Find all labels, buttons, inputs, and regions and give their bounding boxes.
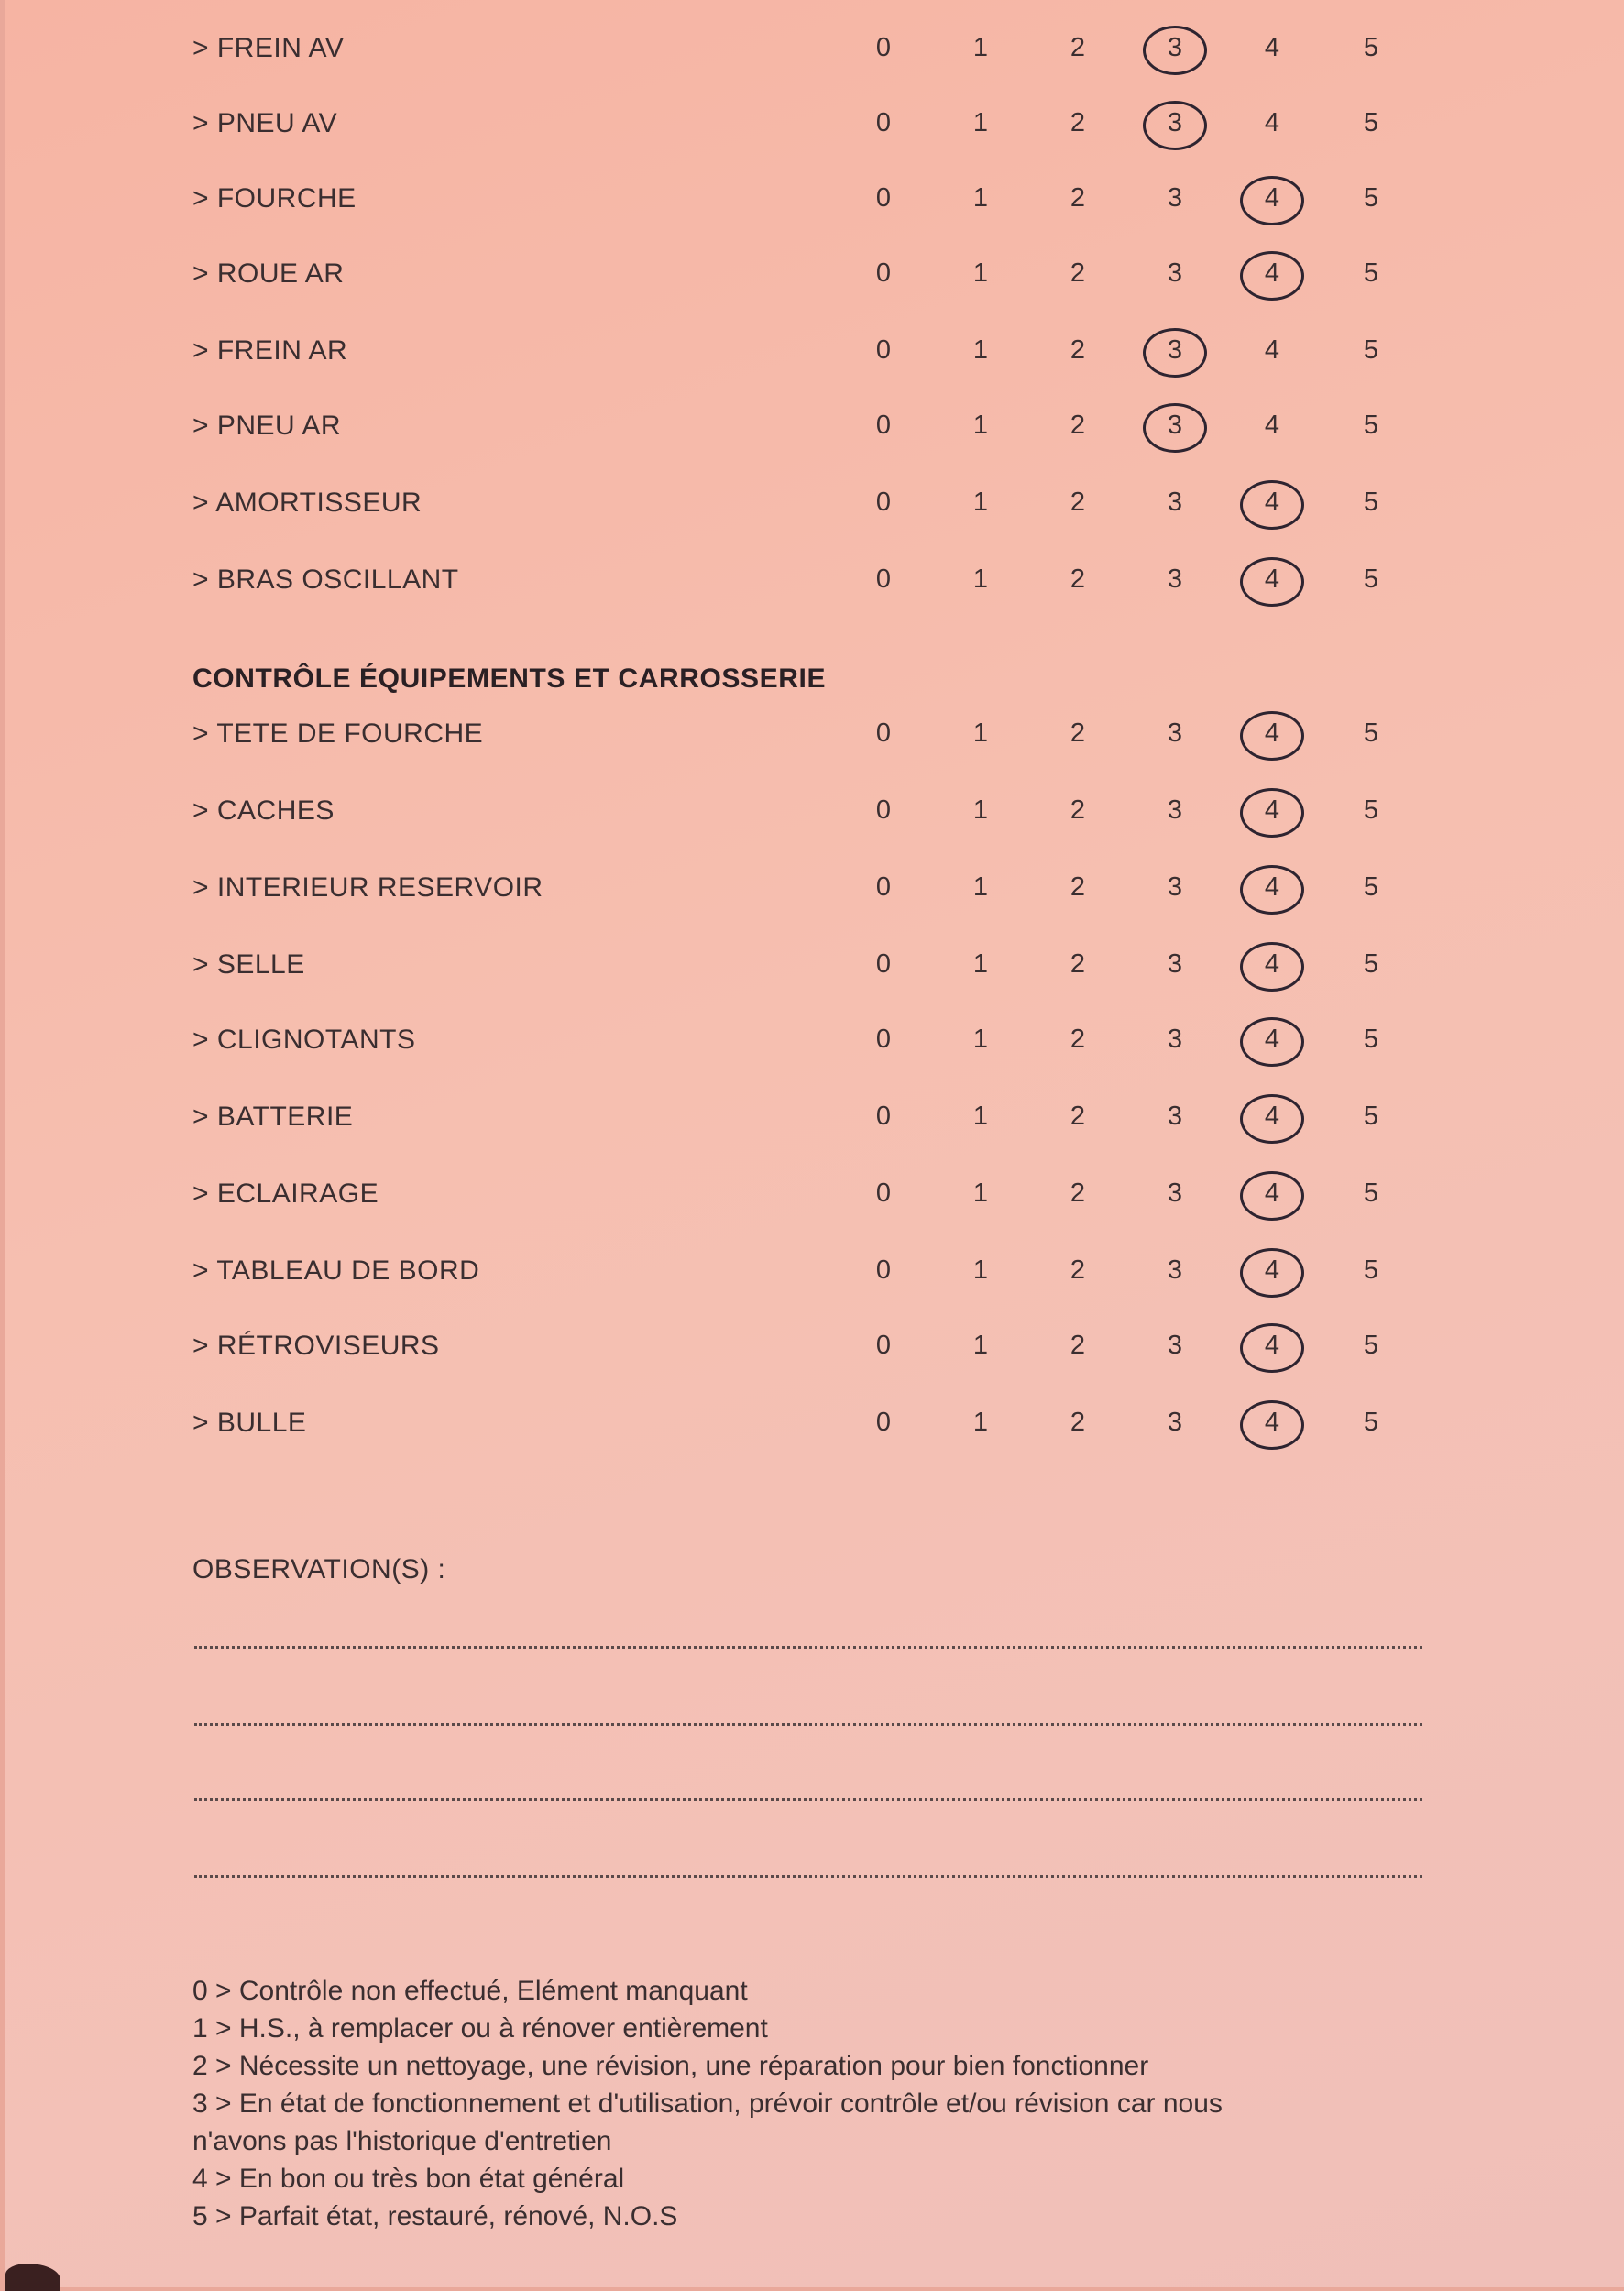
score-option-3[interactable]: 3 [1167, 1102, 1183, 1131]
score-option-3[interactable]: 3 [1167, 1331, 1183, 1360]
score-option-4[interactable]: 4 [1264, 335, 1280, 365]
score-option-5[interactable]: 5 [1363, 1331, 1379, 1360]
score-option-2[interactable]: 2 [1070, 1331, 1086, 1360]
legend-line: n'avons pas l'historique d'entretien [192, 2126, 612, 2156]
legend-line: 0 > Contrôle non effectué, Elément manquant [192, 1976, 748, 2006]
score-option-0[interactable]: 0 [875, 488, 892, 517]
score-option-3[interactable]: 3 [1167, 872, 1183, 902]
score-option-5[interactable]: 5 [1363, 183, 1379, 213]
selected-score-circle [1143, 101, 1207, 150]
score-option-0[interactable]: 0 [875, 335, 892, 365]
score-option-4[interactable]: 4 [1264, 949, 1280, 979]
item-label: > FREIN AV [192, 33, 345, 63]
legend-line: 2 > Nécessite un nettoyage, une révision, une réparation pour bien fonctionner [192, 2051, 1149, 2081]
observation-line[interactable] [194, 1798, 1422, 1801]
score-option-3[interactable]: 3 [1167, 795, 1183, 825]
rating-row [5, 475, 1624, 530]
score-option-4[interactable]: 4 [1264, 258, 1280, 288]
score-option-3[interactable]: 3 [1167, 565, 1183, 594]
selected-score-circle [1240, 480, 1304, 530]
score-option-1[interactable]: 1 [972, 1178, 989, 1208]
score-option-2[interactable]: 2 [1070, 795, 1086, 825]
rating-row [5, 937, 1624, 992]
score-option-1[interactable]: 1 [972, 1408, 989, 1437]
score-option-0[interactable]: 0 [875, 1178, 892, 1208]
selected-score-circle [1240, 865, 1304, 915]
score-option-2[interactable]: 2 [1070, 33, 1086, 62]
selected-score-circle [1240, 557, 1304, 607]
selected-score-circle [1143, 403, 1207, 453]
score-option-2[interactable]: 2 [1070, 1178, 1086, 1208]
score-option-0[interactable]: 0 [875, 411, 892, 440]
score-option-0[interactable]: 0 [875, 183, 892, 213]
rating-row [5, 1089, 1624, 1144]
selected-score-circle [1240, 1323, 1304, 1373]
score-option-4[interactable]: 4 [1264, 488, 1280, 517]
score-option-1[interactable]: 1 [972, 411, 989, 440]
score-option-3[interactable]: 3 [1167, 718, 1183, 748]
score-option-3[interactable]: 3 [1167, 258, 1183, 288]
score-option-0[interactable]: 0 [875, 1102, 892, 1131]
score-option-2[interactable]: 2 [1070, 335, 1086, 365]
score-option-1[interactable]: 1 [972, 949, 989, 979]
item-label: > BULLE [192, 1408, 307, 1438]
score-option-5[interactable]: 5 [1363, 872, 1379, 902]
item-label: > FOURCHE [192, 183, 357, 214]
inspection-sheet [5, 0, 1624, 2287]
score-option-4[interactable]: 4 [1264, 1255, 1280, 1285]
item-label: > BATTERIE [192, 1102, 354, 1132]
score-option-4[interactable]: 4 [1264, 108, 1280, 137]
legend-line: 5 > Parfait état, restauré, rénové, N.O.S [192, 2201, 678, 2231]
item-label: > PNEU AV [192, 108, 338, 138]
score-option-5[interactable]: 5 [1363, 488, 1379, 517]
rating-row [5, 552, 1624, 607]
score-option-0[interactable]: 0 [875, 795, 892, 825]
score-option-1[interactable]: 1 [972, 108, 989, 137]
score-option-5[interactable]: 5 [1363, 795, 1379, 825]
score-option-4[interactable]: 4 [1264, 1025, 1280, 1054]
score-option-5[interactable]: 5 [1363, 335, 1379, 365]
selected-score-circle [1240, 1017, 1304, 1067]
selected-score-circle [1240, 942, 1304, 992]
rating-row [5, 95, 1624, 150]
score-option-5[interactable]: 5 [1363, 949, 1379, 979]
score-option-4[interactable]: 4 [1264, 795, 1280, 825]
item-label: > RÉTROVISEURS [192, 1331, 440, 1361]
score-option-3[interactable]: 3 [1167, 411, 1183, 440]
score-option-2[interactable]: 2 [1070, 1102, 1086, 1131]
score-option-0[interactable]: 0 [875, 872, 892, 902]
score-option-1[interactable]: 1 [972, 1025, 989, 1054]
rating-row [5, 20, 1624, 75]
score-option-0[interactable]: 0 [875, 1255, 892, 1285]
score-option-4[interactable]: 4 [1264, 1102, 1280, 1131]
score-option-1[interactable]: 1 [972, 795, 989, 825]
selected-score-circle [1240, 788, 1304, 838]
observation-line[interactable] [194, 1723, 1422, 1726]
item-label: > CACHES [192, 795, 335, 826]
item-label: > CLIGNOTANTS [192, 1025, 416, 1055]
score-option-2[interactable]: 2 [1070, 411, 1086, 440]
score-option-0[interactable]: 0 [875, 718, 892, 748]
score-option-5[interactable]: 5 [1363, 411, 1379, 440]
score-option-2[interactable]: 2 [1070, 258, 1086, 288]
item-label: > PNEU AR [192, 411, 342, 441]
legend-line: 4 > En bon ou très bon état général [192, 2164, 625, 2194]
score-option-3[interactable]: 3 [1167, 1408, 1183, 1437]
observation-line[interactable] [194, 1875, 1422, 1878]
score-option-3[interactable]: 3 [1167, 108, 1183, 137]
score-option-4[interactable]: 4 [1264, 183, 1280, 213]
score-option-1[interactable]: 1 [972, 1331, 989, 1360]
rating-row [5, 860, 1624, 915]
score-option-4[interactable]: 4 [1264, 718, 1280, 748]
score-option-2[interactable]: 2 [1070, 183, 1086, 213]
selected-score-circle [1240, 1248, 1304, 1298]
score-option-2[interactable]: 2 [1070, 949, 1086, 979]
score-option-5[interactable]: 5 [1363, 1178, 1379, 1208]
score-option-4[interactable]: 4 [1264, 1408, 1280, 1437]
rating-row [5, 398, 1624, 453]
score-option-5[interactable]: 5 [1363, 718, 1379, 748]
item-label: > AMORTISSEUR [192, 488, 422, 518]
item-label: > TETE DE FOURCHE [192, 718, 484, 749]
score-option-2[interactable]: 2 [1070, 565, 1086, 594]
score-option-5[interactable]: 5 [1363, 1255, 1379, 1285]
score-option-1[interactable]: 1 [972, 488, 989, 517]
selected-score-circle [1240, 1400, 1304, 1450]
legend-line: 1 > H.S., à remplacer ou à rénover entièrement [192, 2013, 768, 2044]
selected-score-circle [1240, 1171, 1304, 1221]
score-option-5[interactable]: 5 [1363, 1408, 1379, 1437]
score-option-0[interactable]: 0 [875, 1025, 892, 1054]
score-option-2[interactable]: 2 [1070, 872, 1086, 902]
score-option-0[interactable]: 0 [875, 1331, 892, 1360]
rating-row [5, 170, 1624, 225]
rating-row [5, 1318, 1624, 1373]
score-option-1[interactable]: 1 [972, 258, 989, 288]
rating-row [5, 246, 1624, 301]
score-option-5[interactable]: 5 [1363, 1025, 1379, 1054]
score-option-4[interactable]: 4 [1264, 565, 1280, 594]
score-option-2[interactable]: 2 [1070, 718, 1086, 748]
item-label: > ECLAIRAGE [192, 1178, 379, 1209]
score-option-3[interactable]: 3 [1167, 488, 1183, 517]
score-option-3[interactable]: 3 [1167, 183, 1183, 213]
selected-score-circle [1240, 176, 1304, 225]
score-option-5[interactable]: 5 [1363, 108, 1379, 137]
score-option-3[interactable]: 3 [1167, 1255, 1183, 1285]
score-option-3[interactable]: 3 [1167, 335, 1183, 365]
selected-score-circle [1143, 328, 1207, 378]
score-option-3[interactable]: 3 [1167, 1025, 1183, 1054]
rating-row [5, 1166, 1624, 1221]
score-option-5[interactable]: 5 [1363, 565, 1379, 594]
score-option-1[interactable]: 1 [972, 718, 989, 748]
score-option-4[interactable]: 4 [1264, 872, 1280, 902]
score-option-0[interactable]: 0 [875, 258, 892, 288]
observations-label: OBSERVATION(S) : [192, 1554, 446, 1584]
score-option-3[interactable]: 3 [1167, 33, 1183, 62]
legend-line: 3 > En état de fonctionnement et d'utilisation, prévoir contrôle et/ou révision car nous [192, 2088, 1223, 2119]
score-option-0[interactable]: 0 [875, 949, 892, 979]
item-label: > TABLEAU DE BORD [192, 1255, 480, 1286]
score-option-1[interactable]: 1 [972, 872, 989, 902]
rating-row [5, 1395, 1624, 1450]
selected-score-circle [1240, 711, 1304, 761]
score-option-3[interactable]: 3 [1167, 949, 1183, 979]
score-option-1[interactable]: 1 [972, 1102, 989, 1131]
score-option-0[interactable]: 0 [875, 108, 892, 137]
score-option-1[interactable]: 1 [972, 183, 989, 213]
score-option-2[interactable]: 2 [1070, 1025, 1086, 1054]
score-option-5[interactable]: 5 [1363, 258, 1379, 288]
score-option-4[interactable]: 4 [1264, 411, 1280, 440]
score-option-2[interactable]: 2 [1070, 1408, 1086, 1437]
score-option-0[interactable]: 0 [875, 565, 892, 594]
item-label: > SELLE [192, 949, 305, 980]
section-title: CONTRÔLE ÉQUIPEMENTS ET CARROSSERIE [192, 663, 827, 694]
item-label: > BRAS OSCILLANT [192, 565, 459, 595]
score-option-0[interactable]: 0 [875, 1408, 892, 1437]
score-option-1[interactable]: 1 [972, 1255, 989, 1285]
item-label: > FREIN AR [192, 335, 348, 366]
item-label: > ROUE AR [192, 258, 345, 289]
score-option-4[interactable]: 4 [1264, 1331, 1280, 1360]
score-option-1[interactable]: 1 [972, 33, 989, 62]
score-option-4[interactable]: 4 [1264, 1178, 1280, 1208]
score-option-1[interactable]: 1 [972, 335, 989, 365]
rating-row [5, 1012, 1624, 1067]
score-option-5[interactable]: 5 [1363, 1102, 1379, 1131]
rating-legend [192, 1972, 1439, 2235]
score-option-1[interactable]: 1 [972, 565, 989, 594]
selected-score-circle [1240, 251, 1304, 301]
selected-score-circle [1240, 1094, 1304, 1144]
observation-line[interactable] [194, 1646, 1422, 1649]
rating-row [5, 1243, 1624, 1298]
rating-row [5, 783, 1624, 838]
selected-score-circle [1143, 26, 1207, 75]
rating-row [5, 706, 1624, 761]
score-option-2[interactable]: 2 [1070, 108, 1086, 137]
score-option-0[interactable]: 0 [875, 33, 892, 62]
score-option-2[interactable]: 2 [1070, 488, 1086, 517]
score-option-4[interactable]: 4 [1264, 33, 1280, 62]
item-label: > INTERIEUR RESERVOIR [192, 872, 543, 903]
score-option-2[interactable]: 2 [1070, 1255, 1086, 1285]
score-option-5[interactable]: 5 [1363, 33, 1379, 62]
rating-row [5, 323, 1624, 378]
score-option-3[interactable]: 3 [1167, 1178, 1183, 1208]
